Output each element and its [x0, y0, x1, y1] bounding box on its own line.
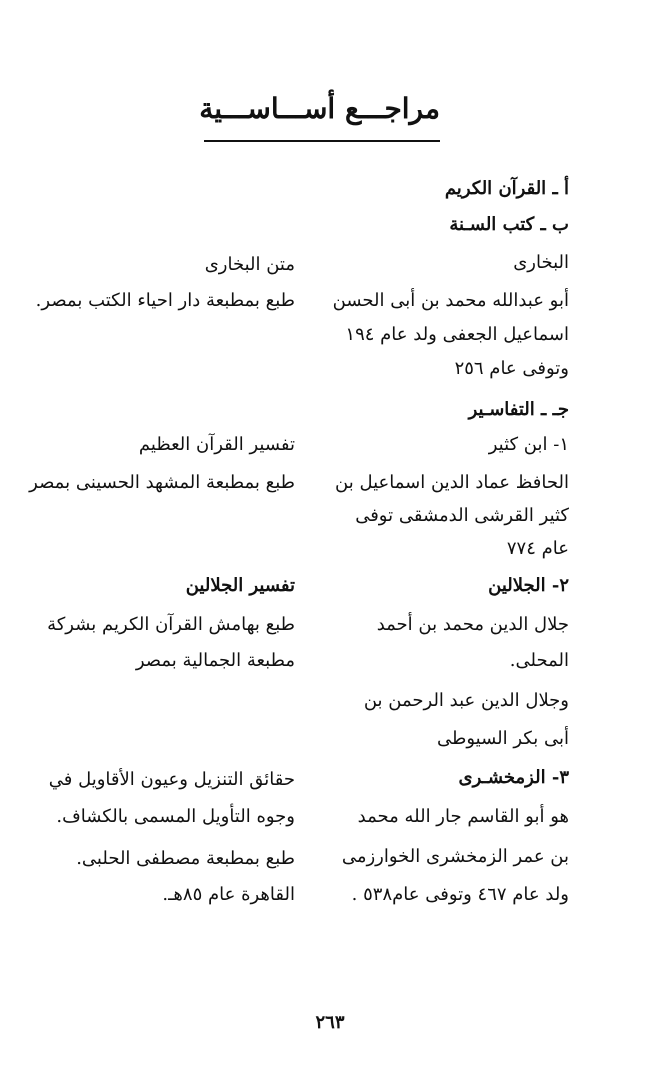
- bukhari-book-line: طبع بمطبعة دار احياء الكتب بمصر.: [35, 290, 295, 311]
- bukhari-author-line: البخارى: [513, 252, 569, 273]
- zamakhshari-author-line: هو أبو القاسم جار الله محمد: [357, 806, 569, 827]
- zamakhshari-author-line: ولد عام ٤٦٧ وتوفى عام٥٣٨ .: [351, 884, 569, 905]
- ibn-kathir-book-line: تفسير القرآن العظيم: [138, 434, 295, 455]
- page-number: ٢٦٣: [315, 1012, 345, 1033]
- jalalayn-book-line: تفسير الجلالين: [185, 575, 295, 596]
- jalalayn-author-line: أبى بكر السيوطى: [437, 728, 569, 749]
- zamakhshari-book-line: وجوه التأويل المسمى بالكشاف.: [56, 806, 295, 827]
- bukhari-book-line: متن البخارى: [204, 254, 295, 275]
- section-quran-heading: أ ـ القرآن الكريم: [444, 178, 569, 199]
- ibn-kathir-author-line: كثير القرشى الدمشقى توفى: [355, 505, 569, 526]
- ibn-kathir-author-line: الحافظ عماد الدين اسماعيل بن: [335, 472, 569, 493]
- jalalayn-author-line: المحلى.: [509, 650, 569, 671]
- bukhari-author-line: وتوفى عام ٢٥٦: [454, 358, 569, 379]
- jalalayn-author-line: جلال الدين محمد بن أحمد: [376, 614, 569, 635]
- ibn-kathir-heading: ١- ابن كثير: [488, 434, 569, 455]
- bukhari-author-line: أبو عبدالله محمد بن أبى الحسن: [332, 290, 569, 311]
- zamakhshari-book-line: طبع بمطبعة مصطفى الحلبى.: [76, 848, 295, 869]
- title-underline: [204, 140, 440, 142]
- zamakhshari-heading: ٣- الزمخشـرى: [458, 767, 569, 788]
- jalalayn-heading: ٢- الجلالين: [488, 575, 569, 596]
- zamakhshari-book-line: حقائق التنزيل وعيون الأقاويل في: [48, 769, 295, 790]
- section-tafasir-heading: جـ ـ التفاسـير: [468, 399, 569, 420]
- jalalayn-book-line: طبع بهامش القرآن الكريم بشركة: [47, 614, 295, 635]
- zamakhshari-book-line: القاهرة عام ٨٥هـ.: [162, 884, 295, 905]
- jalalayn-author-line: وجلال الدين عبد الرحمن بن: [363, 690, 569, 711]
- zamakhshari-author-line: بن عمر الزمخشرى الخوارزمى: [341, 846, 569, 867]
- page-title: مراجـــع أســـاســـية: [199, 92, 440, 125]
- ibn-kathir-book-line: طبع بمطبعة المشهد الحسينى بمصر: [29, 472, 295, 493]
- bukhari-author-line: اسماعيل الجعفى ولد عام ١٩٤: [345, 324, 569, 345]
- jalalayn-book-line: مطبعة الجمالية بمصر: [135, 650, 295, 671]
- ibn-kathir-author-line: عام ٧٧٤: [506, 538, 569, 559]
- section-sunnah-heading: ب ـ كتب السـنة: [449, 214, 569, 235]
